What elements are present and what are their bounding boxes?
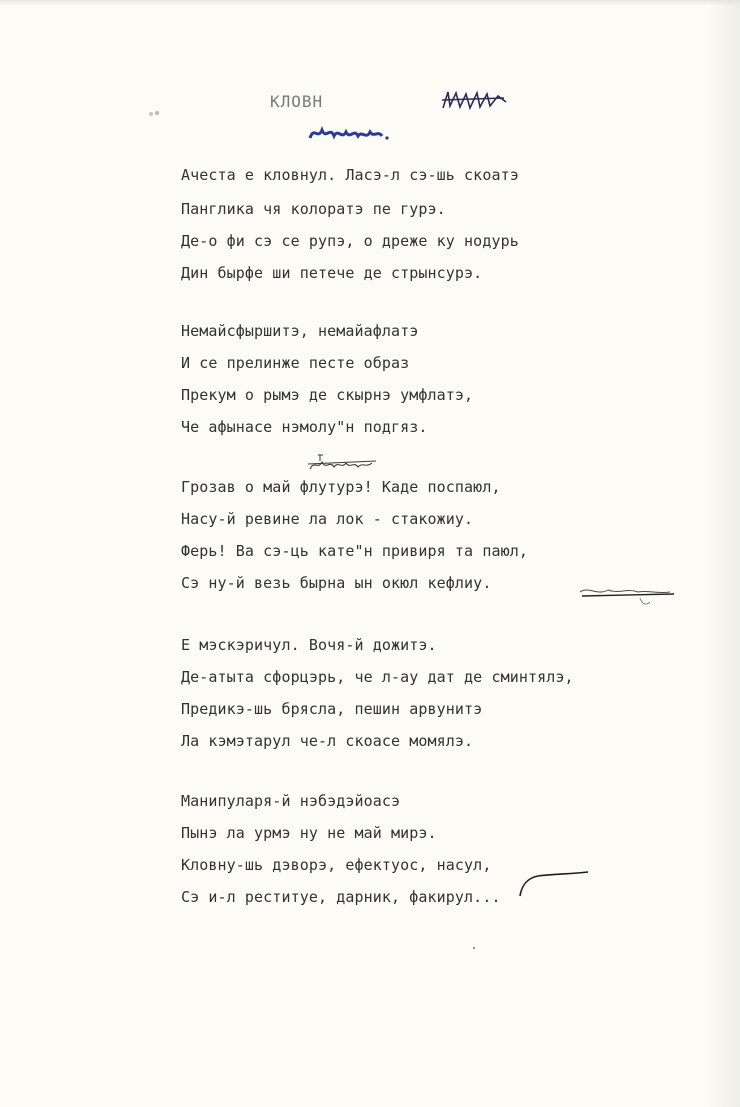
handwritten-correction <box>306 452 378 478</box>
poem-line: Де-атыта сфорцэрь, че л-ау дат де сминтялэ, <box>181 668 574 686</box>
handwritten-end-stroke <box>514 866 594 906</box>
poem-line: Сэ ну-й везь бырна ын окюл кефлиу. <box>181 574 492 592</box>
ink-smudge-shape <box>148 108 162 120</box>
correction-scrawl <box>306 452 378 474</box>
poem-line: Че афынасе нэмолу"н подгяз. <box>181 418 428 436</box>
poem-line: Пынэ ла урмэ ну не май мирэ. <box>181 824 437 842</box>
poem-line: Грозав о май флутурэ! Каде поспаюл, <box>181 478 501 496</box>
poem-line: И се прелинже песте образ <box>181 354 410 372</box>
poem-line: Де-о фи сэ се рупэ, о дреже ку нодурь <box>181 232 519 250</box>
scribble-shape <box>440 88 510 114</box>
poem-line: Манипуларя-й нэбэдэйоасэ <box>181 792 401 810</box>
poem-title: КЛОВН <box>270 92 324 111</box>
poem-line: Кловну-шь дэворэ, ефектуос, насул, <box>181 856 492 874</box>
handwritten-margin-mark <box>578 582 678 614</box>
poem-line: Ферь! Ва сэ-ць кате"н привиря та паюл, <box>181 542 528 560</box>
speck-shape <box>472 946 476 950</box>
poem-line: Ла кэмэтарул че-л скоасе момялэ. <box>181 732 474 750</box>
page-top-edge <box>0 0 740 6</box>
poem-line: Насу-й ревине ла лок - стакожиу. <box>181 510 474 528</box>
poem-line: Прекум о рымэ де скырнэ умфлатэ, <box>181 386 474 404</box>
end-stroke-shape <box>514 866 594 902</box>
poem-line: Немайсфыршитэ, немайафлатэ <box>181 322 419 340</box>
ink-smudge <box>148 105 162 124</box>
poem-line: Ачеста е кловнул. Ласэ-л сэ-шь скоатэ <box>181 166 519 184</box>
poem-line: Панглика чя колоратэ пе гурэ. <box>181 200 446 218</box>
paper-speck <box>472 935 476 954</box>
poem-line: Сэ и-л реституе, дарник, факирул... <box>181 888 501 906</box>
poem-line: Е мэскэричул. Вочя-й дожитэ. <box>181 636 437 654</box>
blue-ink-scrawl <box>308 124 390 144</box>
handwritten-blue-signature <box>308 124 390 148</box>
margin-mark-shape <box>578 582 678 610</box>
handwritten-scribble-title <box>440 88 510 118</box>
poem-line: Предикэ-шь брясла, пешин арвунитэ <box>181 700 483 718</box>
poem-line: Дин бырфе ши петече де стрынсурэ. <box>181 264 483 282</box>
page-right-edge <box>706 0 740 1107</box>
